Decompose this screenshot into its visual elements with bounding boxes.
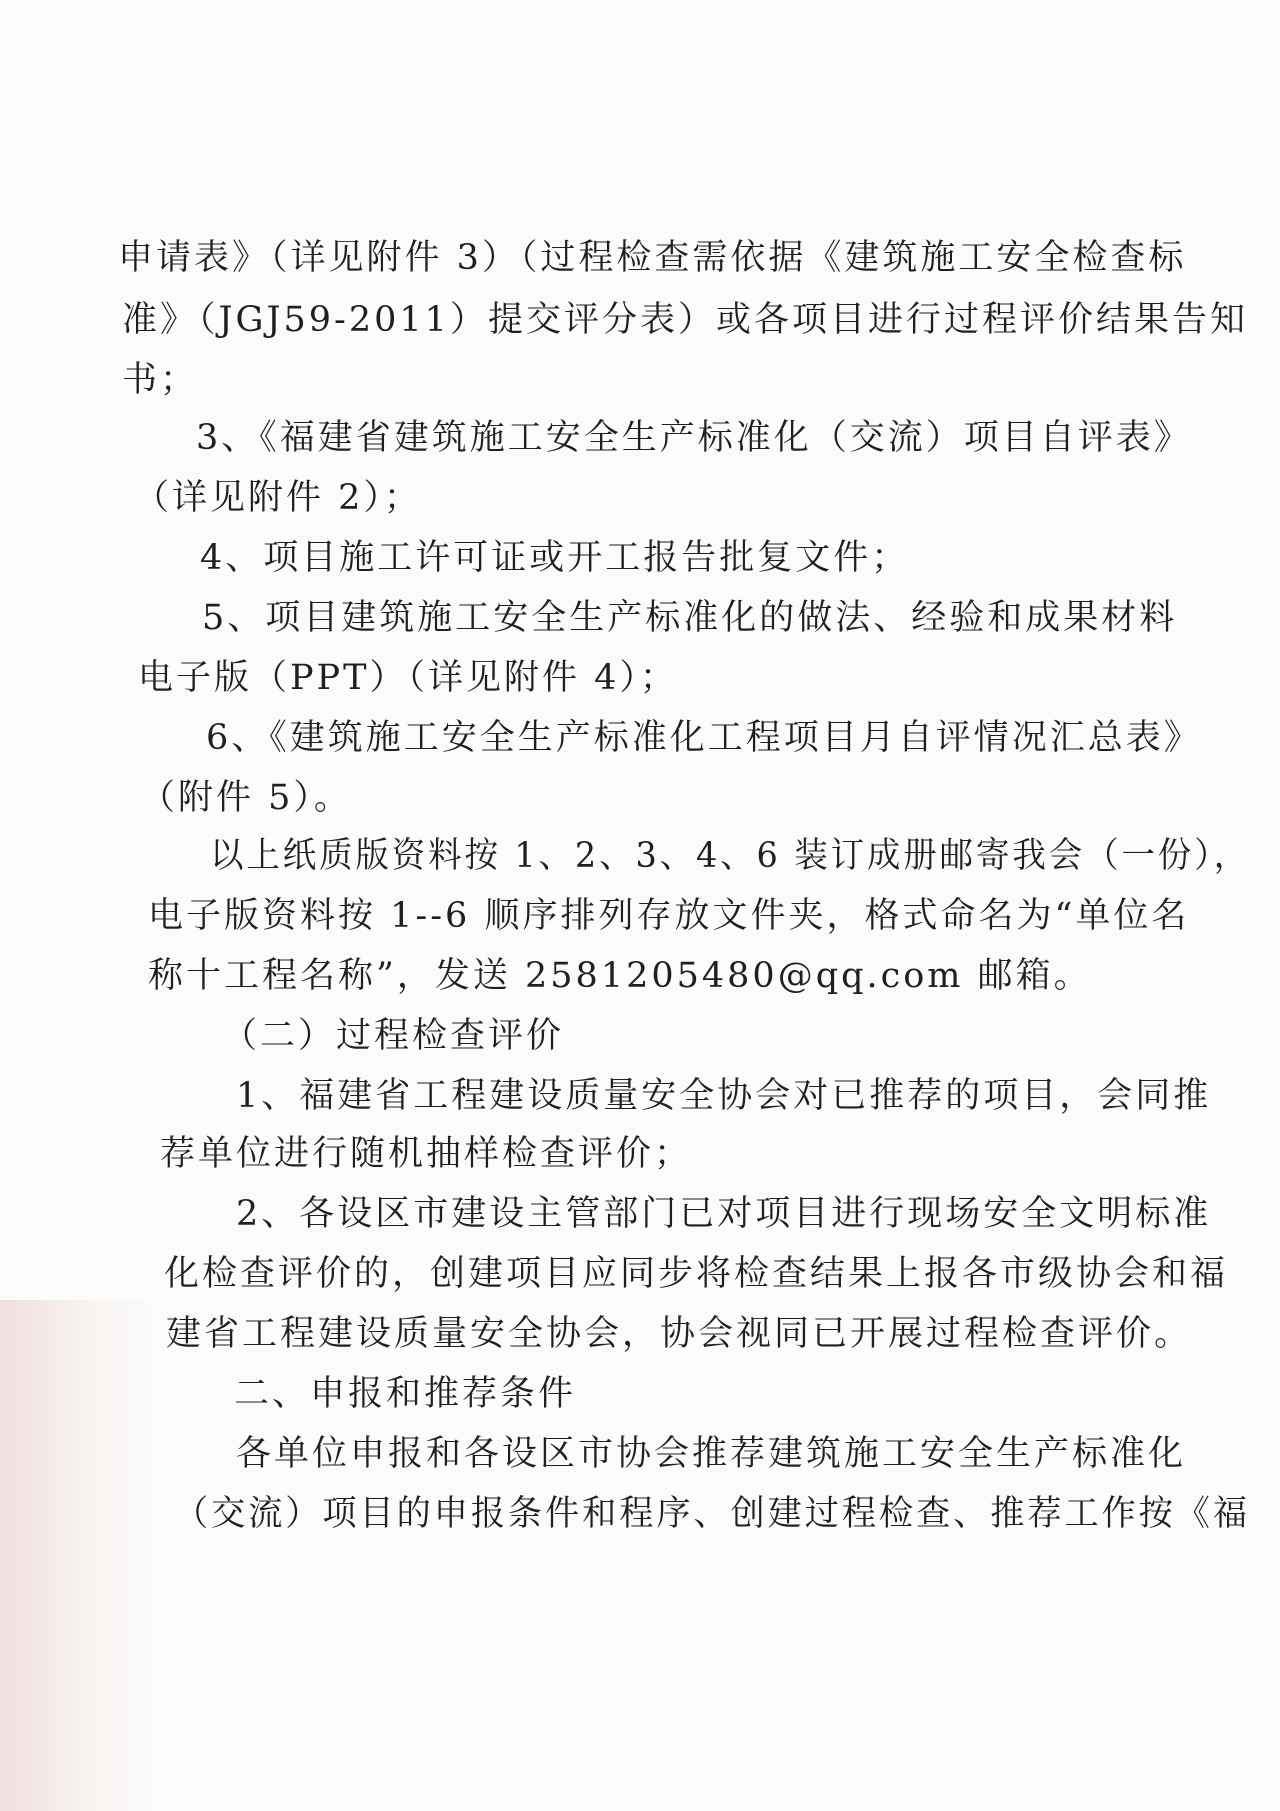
text-line: 荐单位进行随机抽样检查评价； (160, 1134, 693, 1174)
text-line: 3、《福建省建筑施工安全生产标准化（交流）项目自评表》 (196, 418, 1192, 458)
text-line: 称十工程名称”，发送 2581205480@qq.com 邮箱。 (148, 956, 1092, 996)
text-line: 化检查评价的，创建项目应同步将检查结果上报各市级协会和福 (164, 1254, 1229, 1294)
text-line: （附件 5）。 (140, 778, 352, 818)
text-line: 1、福建省工程建设质量安全协会对已推荐的项目，会同推 (236, 1076, 1212, 1116)
text-line: 5、项目建筑施工安全生产标准化的做法、经验和成果材料 (202, 598, 1178, 638)
text-line: 书； (122, 360, 199, 400)
text-line: 申请表》（详见附件 3）（过程检查需依据《建筑施工安全检查标 (118, 238, 1187, 278)
text-line: 以上纸质版资料按 1、2、3、4、6 装订成册邮寄我会（一份）， (210, 836, 1251, 876)
text-line: （详见附件 2）； (134, 478, 422, 518)
text-line: 准》（JGJ59-2011）提交评分表）或各项目进行过程评价结果告知 (122, 300, 1248, 340)
paper-edge-shadow (0, 1300, 160, 1811)
text-line: 电子版资料按 1--6 顺序排列存放文件夹，格式命名为“单位名 (148, 896, 1190, 936)
text-line: （交流）项目的申报条件和程序、创建过程检查、推荐工作按《福 (174, 1494, 1251, 1534)
section-heading: 二、申报和推荐条件 (234, 1374, 577, 1414)
section-heading: （二）过程检查评价 (222, 1016, 565, 1056)
text-line: 建省工程建设质量安全协会，协会视同已开展过程检查评价。 (166, 1314, 1193, 1354)
text-line: 2、各设区市建设主管部门已对项目进行现场安全文明标准 (236, 1194, 1212, 1234)
text-line: 各单位申报和各设区市协会推荐建筑施工安全生产标准化 (236, 1434, 1187, 1474)
text-line: 4、项目施工许可证或开工报告批复文件； (200, 538, 910, 578)
text-line: 6、《建筑施工安全生产标准化工程项目月自评情况汇总表》 (206, 718, 1202, 758)
text-line: 电子版（PPT）（详见附件 4）； (138, 658, 678, 698)
